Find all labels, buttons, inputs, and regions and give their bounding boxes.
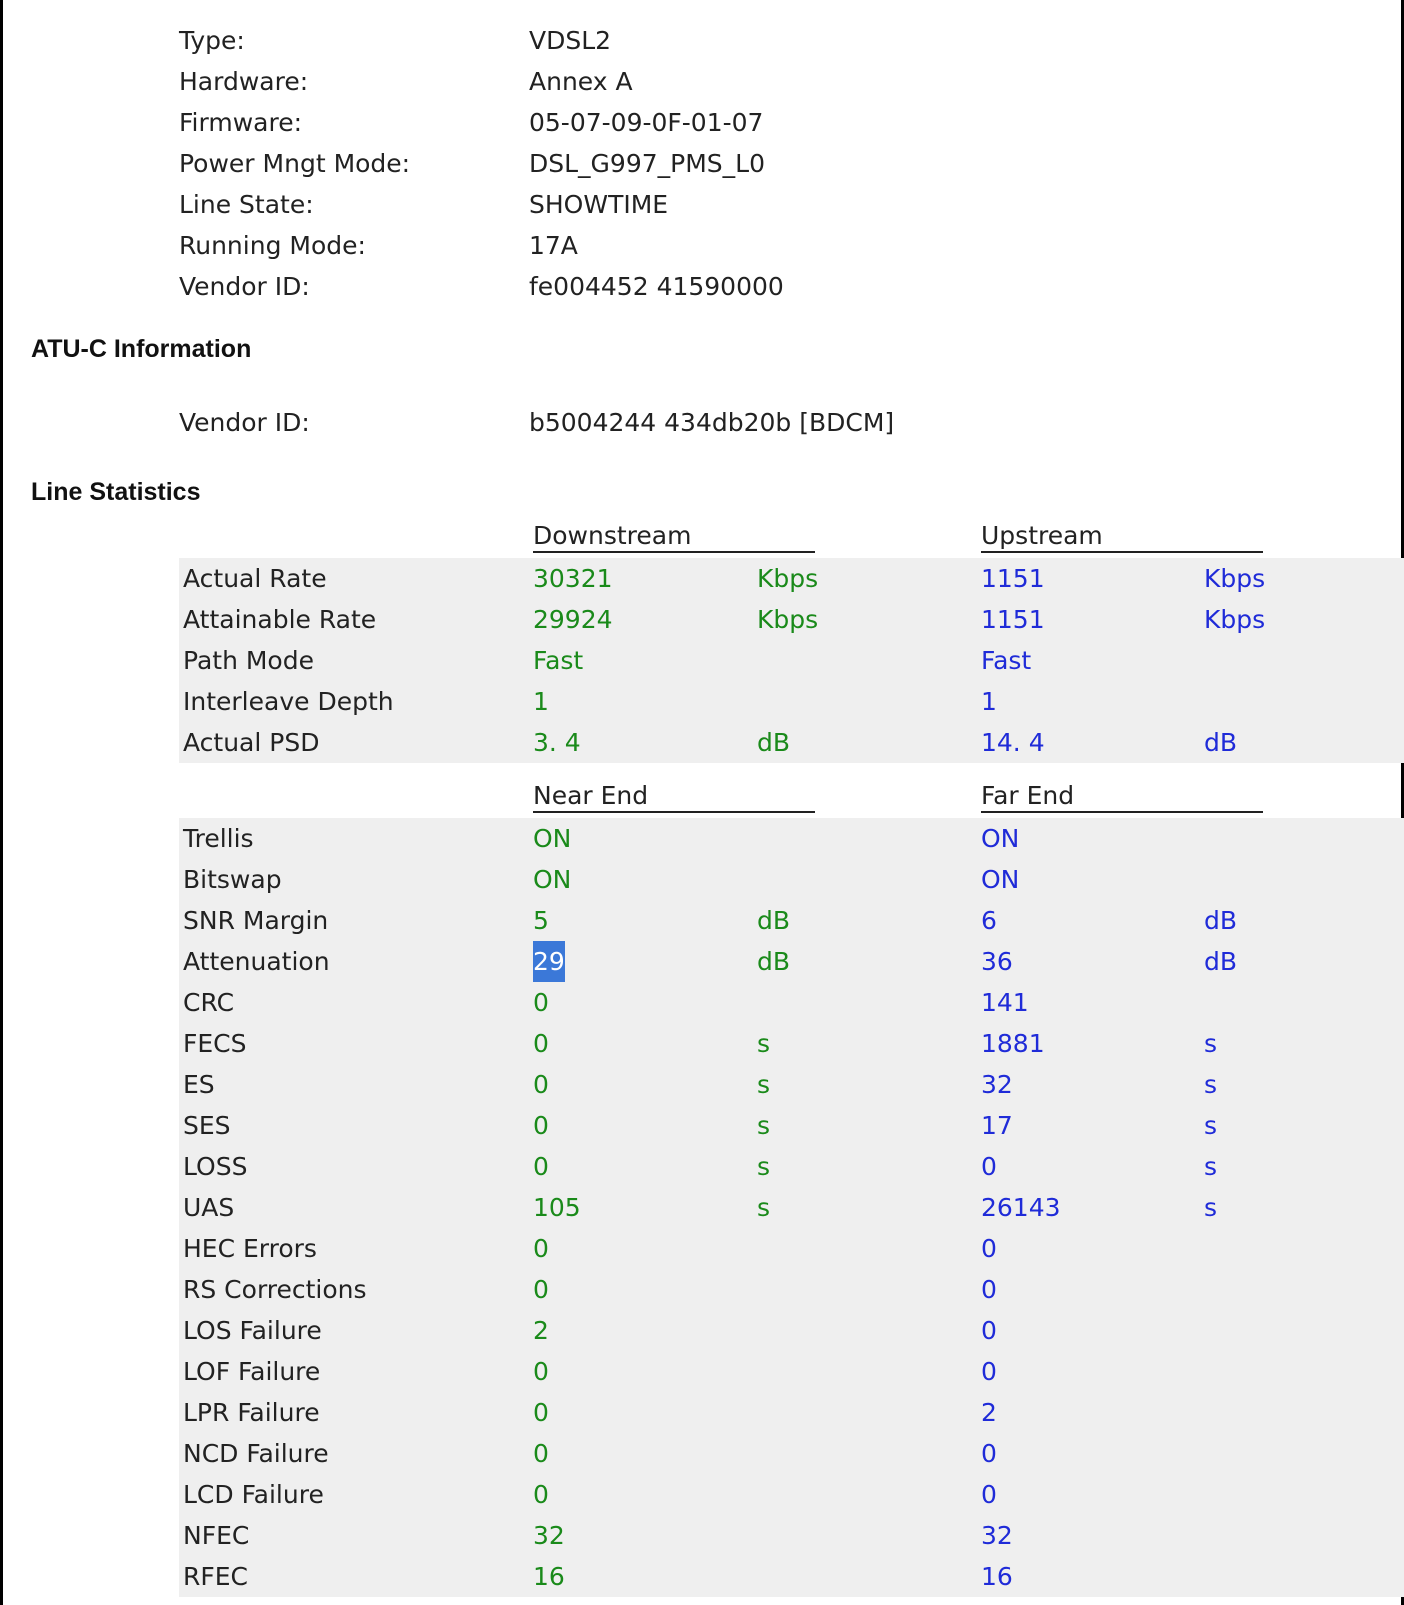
downstream-value: 0 [533, 1070, 549, 1099]
upstream-value: 141 [981, 988, 1029, 1017]
downstream-value: 0 [533, 988, 549, 1017]
info-value: Annex A [529, 67, 633, 96]
downstream-unit: s [757, 1070, 771, 1099]
downstream-unit: Kbps [757, 564, 819, 593]
downstream-value: Fast [533, 646, 584, 675]
downstream-value: 105 [533, 1193, 581, 1222]
upstream-value: 14. 4 [981, 728, 1045, 757]
table-row [179, 1064, 1404, 1105]
stat-label: Bitswap [183, 865, 282, 894]
upstream-header: Upstream [981, 521, 1263, 553]
end-rows-group [179, 818, 1404, 1597]
upstream-value: 0 [981, 1234, 997, 1263]
upstream-value: Fast [981, 646, 1032, 675]
downstream-value: 30321 [533, 564, 613, 593]
stat-label: FECS [183, 1029, 247, 1058]
upstream-value: 0 [981, 1480, 997, 1509]
downstream-header: Downstream [533, 521, 815, 553]
upstream-value: ON [981, 824, 1020, 853]
upstream-unit: dB [1204, 728, 1238, 757]
downstream-value: 29 [533, 941, 565, 982]
table-row [179, 1228, 1404, 1269]
info-label: Vendor ID: [179, 272, 310, 301]
table-row [179, 558, 1404, 599]
upstream-value: 6 [981, 906, 997, 935]
table-row [179, 818, 1404, 859]
stat-label: SNR Margin [183, 906, 329, 935]
table-row [179, 900, 1404, 941]
stat-label: Path Mode [183, 646, 314, 675]
table-row [179, 1392, 1404, 1433]
line-statistics-heading: Line Statistics [31, 478, 201, 506]
table-row [179, 1515, 1404, 1556]
downstream-value: 0 [533, 1439, 549, 1468]
info-label: Power Mngt Mode: [179, 149, 411, 178]
upstream-value: 26143 [981, 1193, 1061, 1222]
info-label: Type: [179, 26, 245, 55]
rate-header-row [179, 517, 1404, 558]
stat-label: Trellis [183, 824, 254, 853]
upstream-unit: Kbps [1204, 605, 1266, 634]
table-row [179, 1433, 1404, 1474]
downstream-unit: Kbps [757, 605, 819, 634]
downstream-value: 0 [533, 1152, 549, 1181]
info-label: Vendor ID: [179, 408, 310, 437]
info-value: VDSL2 [529, 26, 612, 55]
downstream-value: 5 [533, 906, 549, 935]
upstream-value: 32 [981, 1070, 1013, 1099]
upstream-unit: s [1204, 1193, 1218, 1222]
downstream-value: 0 [533, 1275, 549, 1304]
downstream-value: 0 [533, 1480, 549, 1509]
upstream-value: 1 [981, 687, 997, 716]
stat-label: NCD Failure [183, 1439, 329, 1468]
rate-rows-group [179, 558, 1404, 763]
upstream-value: 1151 [981, 564, 1045, 593]
table-row [179, 599, 1404, 640]
stat-label: NFEC [183, 1521, 250, 1550]
upstream-unit: s [1204, 1029, 1218, 1058]
stat-label: HEC Errors [183, 1234, 317, 1263]
upstream-unit: dB [1204, 947, 1238, 976]
table-row [179, 722, 1404, 763]
upstream-value: 0 [981, 1275, 997, 1304]
far-end-header: Far End [981, 781, 1263, 813]
upstream-unit: s [1204, 1152, 1218, 1181]
table-row [179, 1474, 1404, 1515]
downstream-value: 1 [533, 687, 549, 716]
downstream-unit: dB [757, 906, 791, 935]
downstream-unit: dB [757, 728, 791, 757]
line-statistics-table [179, 517, 1404, 1597]
downstream-value: 0 [533, 1357, 549, 1386]
stat-label: RS Corrections [183, 1275, 367, 1304]
stat-label: SES [183, 1111, 231, 1140]
upstream-unit: s [1204, 1070, 1218, 1099]
info-value: SHOWTIME [529, 190, 669, 219]
stat-label: UAS [183, 1193, 235, 1222]
table-row [179, 640, 1404, 681]
table-row [179, 681, 1404, 722]
upstream-value: 2 [981, 1398, 997, 1427]
info-value: 05-07-09-0F-01-07 [529, 108, 764, 137]
downstream-unit: s [757, 1111, 771, 1140]
table-row [179, 982, 1404, 1023]
info-value: DSL_G997_PMS_L0 [529, 149, 765, 178]
info-label: Line State: [179, 190, 314, 219]
downstream-value: ON [533, 824, 572, 853]
end-header-row [179, 777, 1404, 818]
info-value: fe004452 41590000 [529, 272, 784, 301]
section-spacer [179, 763, 1404, 777]
page-frame-left-border [0, 0, 3, 1605]
upstream-value: 36 [981, 947, 1013, 976]
stat-label: LPR Failure [183, 1398, 320, 1427]
downstream-value: 32 [533, 1521, 565, 1550]
upstream-value: 1881 [981, 1029, 1045, 1058]
downstream-value: 16 [533, 1562, 565, 1591]
upstream-value: 0 [981, 1439, 997, 1468]
upstream-value: 32 [981, 1521, 1013, 1550]
upstream-value: 17 [981, 1111, 1013, 1140]
atuc-heading: ATU-C Information [31, 335, 252, 363]
downstream-value: 3. 4 [533, 728, 581, 757]
stat-label: Attenuation [183, 947, 330, 976]
stat-label: RFEC [183, 1562, 249, 1591]
info-label: Hardware: [179, 67, 309, 96]
upstream-value: 0 [981, 1152, 997, 1181]
downstream-unit: dB [757, 947, 791, 976]
table-row [179, 1023, 1404, 1064]
stat-label: Actual Rate [183, 564, 327, 593]
info-value: b5004244 434db20b [BDCM] [529, 408, 895, 437]
downstream-value: 29924 [533, 605, 613, 634]
upstream-value: 16 [981, 1562, 1013, 1591]
downstream-value: 0 [533, 1029, 549, 1058]
table-row [179, 1187, 1404, 1228]
table-row [179, 941, 1404, 982]
table-row [179, 1556, 1404, 1597]
upstream-value: 0 [981, 1316, 997, 1345]
stat-label: ES [183, 1070, 215, 1099]
downstream-value: 0 [533, 1111, 549, 1140]
stat-label: LCD Failure [183, 1480, 324, 1509]
table-row [179, 1146, 1404, 1187]
downstream-value: 0 [533, 1398, 549, 1427]
downstream-unit: s [757, 1029, 771, 1058]
stat-label: LOF Failure [183, 1357, 321, 1386]
table-row [179, 1310, 1404, 1351]
stat-label: LOSS [183, 1152, 248, 1181]
stat-label: LOS Failure [183, 1316, 322, 1345]
stat-label: Attainable Rate [183, 605, 377, 634]
upstream-unit: dB [1204, 906, 1238, 935]
downstream-value: 0 [533, 1234, 549, 1263]
upstream-unit: s [1204, 1111, 1218, 1140]
downstream-unit: s [757, 1193, 771, 1222]
downstream-unit: s [757, 1152, 771, 1181]
upstream-value: 1151 [981, 605, 1045, 634]
upstream-value: 0 [981, 1357, 997, 1386]
downstream-value: 2 [533, 1316, 549, 1345]
table-row [179, 1269, 1404, 1310]
stat-label: Interleave Depth [183, 687, 394, 716]
stat-label: Actual PSD [183, 728, 320, 757]
table-row [179, 1105, 1404, 1146]
table-row [179, 1351, 1404, 1392]
stat-label: CRC [183, 988, 235, 1017]
near-end-header: Near End [533, 781, 815, 813]
upstream-unit: Kbps [1204, 564, 1266, 593]
info-value: 17A [529, 231, 578, 260]
table-row [179, 859, 1404, 900]
info-label: Running Mode: [179, 231, 366, 260]
info-label: Firmware: [179, 108, 302, 137]
upstream-value: ON [981, 865, 1020, 894]
downstream-value: ON [533, 865, 572, 894]
